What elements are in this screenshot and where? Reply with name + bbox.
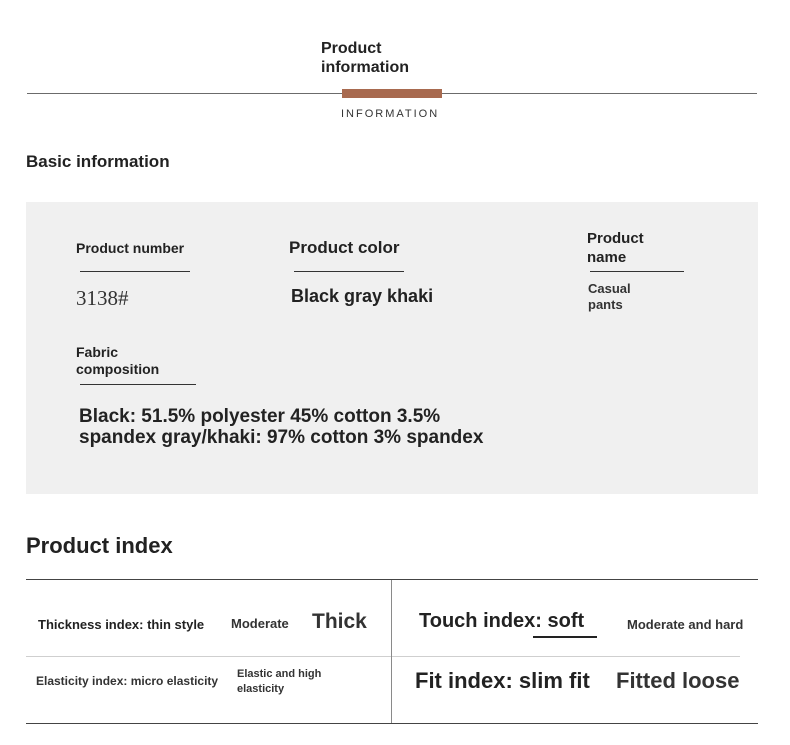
page-title: Product information [321,40,409,76]
fit-index-label: Fit index: slim fit [415,668,590,693]
product-number-underline [80,271,190,272]
fabric-composition-label: Fabric composition [76,344,160,377]
touch-index-selected: soft [547,610,585,632]
index-table-row-divider-right [392,656,740,657]
product-number-label: Product number [76,240,185,256]
elasticity-high-option: Elastic and high elasticity [237,668,322,695]
thickness-index-label: Thickness index: thin style [38,617,205,632]
product-number-value: 3138# [76,286,129,310]
product-name-value: Casual pants [588,281,631,312]
index-table-bottom-border [26,723,758,724]
thickness-moderate-option: Moderate [231,616,289,631]
product-name-label: Product name [587,230,644,266]
product-color-underline [294,271,404,272]
index-table-row-divider-left [26,656,391,657]
touch-moderate-hard-option: Moderate and hard [627,617,744,632]
index-table-top-border [26,579,758,580]
index-table-column-divider [391,580,392,723]
product-color-label: Product color [289,238,400,257]
header-accent-bar [342,89,442,98]
product-name-underline [590,271,684,272]
touch-index-prefix: Touch index: [419,610,542,632]
thickness-thick-option: Thick [312,610,367,633]
fabric-composition-value: Black: 51.5% polyester 45% cotton 3.5% spandex gray/khaki: 97% cotton 3% spandex [79,406,484,448]
touch-selected-underline [533,636,597,638]
touch-index-label [419,610,584,633]
product-index-heading: Product index [26,533,173,558]
product-color-value: Black gray khaki [291,286,434,306]
header-subtitle: INFORMATION [341,108,440,120]
fabric-composition-underline [80,384,196,385]
basic-info-heading: Basic information [26,152,170,171]
elasticity-index-label: Elasticity index: micro elasticity [36,674,219,688]
fit-loose-option: Fitted loose [616,668,740,693]
